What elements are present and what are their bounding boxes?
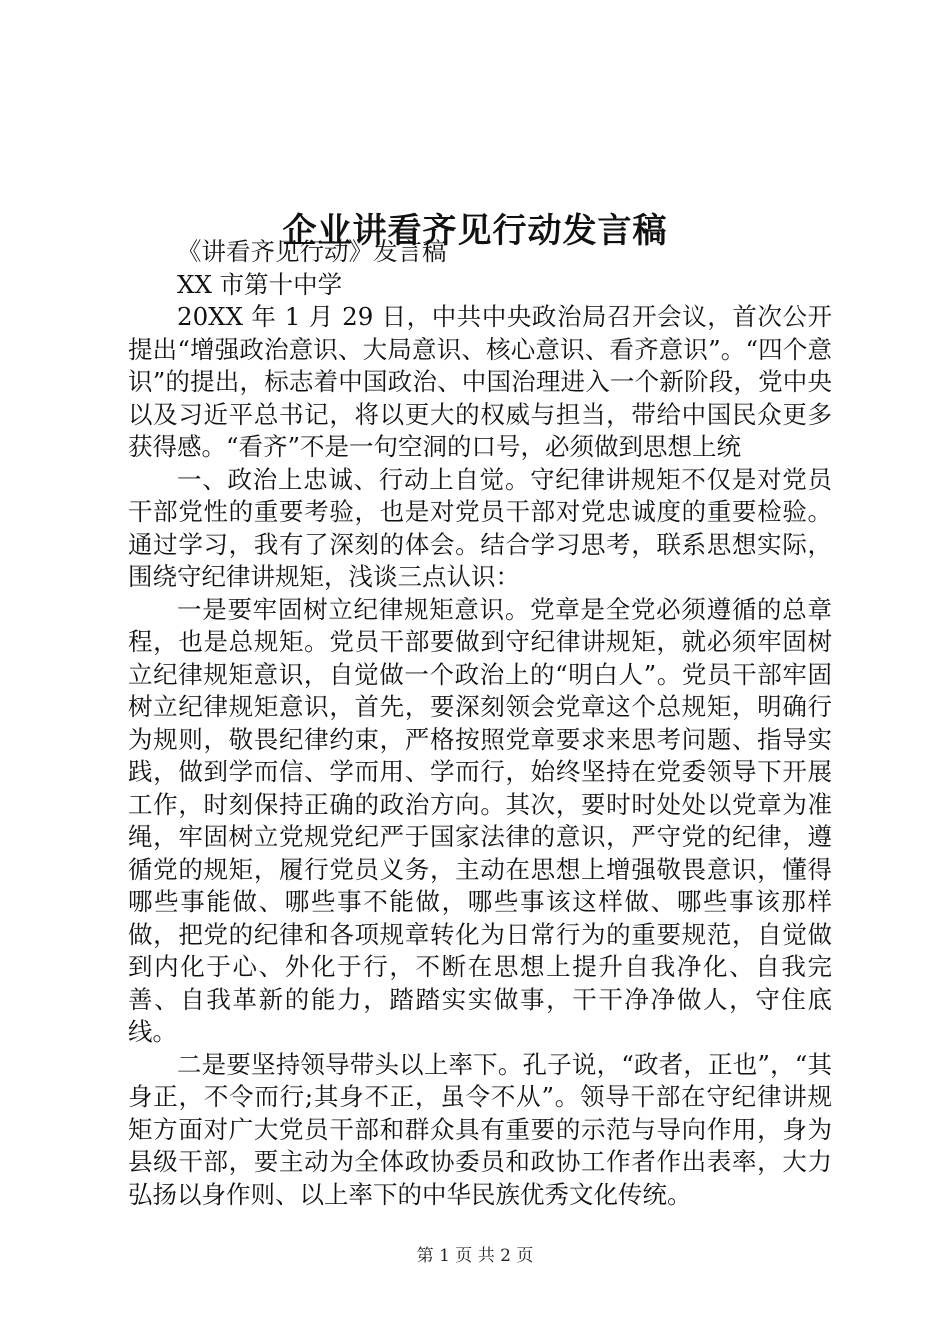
intro-paragraph: 20XX 年 1 月 29 日，中共中央政治局召开会议，首次公开提出“增强政治意识、大局意识、核心意识、看齐意识”。“四个意识”的提出，标志着中国政治、中国治理进入一个新阶段，党中央以及习近平总书记，将以更大的权威与担当，带给中国民众更多获得感。“看齐”不是一句空洞的口号，必须做到思想上统 bbox=[128, 302, 832, 461]
document-title: 企业讲看齐见行动发言稿 bbox=[282, 210, 668, 251]
point-one-paragraph: 一是要牢固树立纪律规矩意识。党章是全党必须遵循的总章程，也是总规矩。党员干部要做到守纪律讲规矩，就必须牢固树立纪律规矩意识，自觉做一个政治上的“明白人”。党员干部牢固树立纪律规矩意识，首先，要深刻领会党章这个总规矩，明确行为规则，敬畏纪律约束，严格按照党章要求来思考问题、指导实践，做到学而信、学而用、学而行，始终坚持在党委领导下开展工作，时刻保持正确的政治方向。其次，要时时处处以党章为准绳，牢固树立党规党纪严于国家法律的意识，严守党的纪律，遵循党的规矩，履行党员义务，主动在思想上增强敬畏意识，懂得哪些事能做、哪些事不能做，哪些事该这样做、哪些事该那样做，把党的纪律和各项规章转化为日常行为的重要规范，自觉做到内化于心、外化于行，不断在思想上提升自我净化、自我完善、自我革新的能力，踏踏实实做事，干干净净做人，守住底线。 bbox=[128, 594, 832, 1046]
author-paragraph: XX 市第十中学 bbox=[177, 269, 343, 299]
section-one-paragraph: 一、政治上忠诚、行动上自觉。守纪律讲规矩不仅是对党员干部党性的重要考验，也是对党员干部对党忠诚度的重要检验。通过学习，我有了深刻的体会。结合学习思考，联系思想实际，围绕守纪律讲规矩，浅谈三点认识： bbox=[128, 464, 832, 591]
subtitle-paragraph: 《讲看齐见行动》发言稿 bbox=[177, 237, 447, 266]
document-body bbox=[128, 236, 832, 1211]
page-footer: 第 1 页 共 2 页 bbox=[416, 1246, 534, 1266]
point-two-paragraph: 二是要坚持领导带头以上率下。孔子说，“政者，正也”，“其身正，不令而行;其身不正，虽令不从”。领导干部在守纪律讲规矩方面对广大党员干部和群众具有重要的示范与导向作用，身为县级干部，要主动为全体政协委员和政协工作者作出表率，大力弘扬以身作则、以上率下的中华民族优秀文化传统。 bbox=[128, 1049, 832, 1209]
